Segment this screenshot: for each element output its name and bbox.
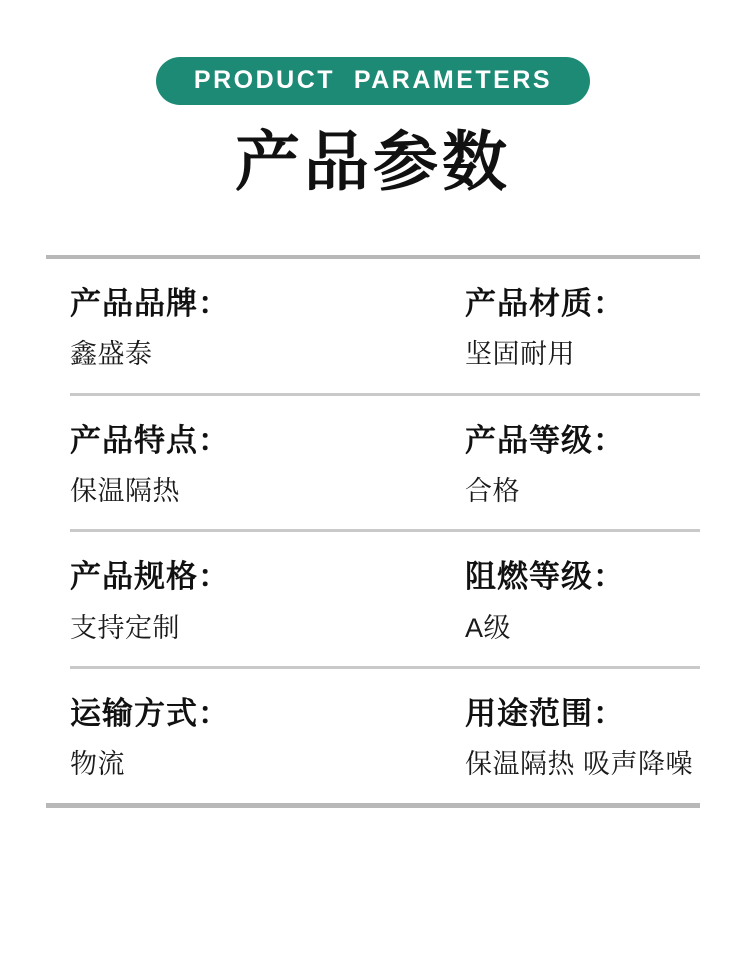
table-row bbox=[46, 396, 700, 530]
parameter-label: 产品品牌： bbox=[70, 286, 230, 322]
parameter-value: 坚固耐用 bbox=[465, 339, 575, 370]
parameter-cell-brand bbox=[70, 285, 385, 371]
page-title: 产品参数 bbox=[234, 125, 511, 198]
parameter-value: 物流 bbox=[70, 749, 125, 780]
parameters-table bbox=[46, 255, 700, 802]
parameter-cell-material bbox=[385, 285, 700, 371]
table-row bbox=[46, 259, 700, 393]
parameter-cell-fire-rating bbox=[385, 558, 700, 644]
parameter-label: 阻燃等级： bbox=[465, 559, 625, 595]
bottom-spacer bbox=[0, 808, 746, 830]
parameter-value: 鑫盛泰 bbox=[70, 339, 153, 370]
parameter-cell-shipping bbox=[70, 695, 385, 781]
parameter-label: 产品等级： bbox=[465, 422, 625, 458]
parameter-cell-specification bbox=[70, 558, 385, 644]
parameter-value: 合格 bbox=[465, 475, 520, 506]
parameter-label: 用途范围： bbox=[465, 695, 625, 731]
section-badge: PRODUCT PARAMETERS bbox=[156, 57, 590, 105]
parameter-cell-features bbox=[70, 422, 385, 508]
parameter-value: A级 bbox=[465, 612, 512, 643]
parameter-value: 保温隔热 吸声降噪 bbox=[465, 749, 694, 780]
parameter-value: 支持定制 bbox=[70, 612, 180, 643]
table-row bbox=[46, 669, 700, 803]
parameter-label: 产品材质： bbox=[465, 286, 625, 322]
parameter-cell-application bbox=[385, 695, 701, 781]
page-header bbox=[0, 0, 746, 197]
parameter-cell-grade bbox=[385, 422, 700, 508]
table-row bbox=[46, 532, 700, 666]
parameter-label: 运输方式： bbox=[70, 695, 230, 731]
parameter-value: 保温隔热 bbox=[70, 475, 180, 506]
parameter-label: 产品特点： bbox=[70, 422, 230, 458]
parameter-label: 产品规格： bbox=[70, 559, 230, 595]
